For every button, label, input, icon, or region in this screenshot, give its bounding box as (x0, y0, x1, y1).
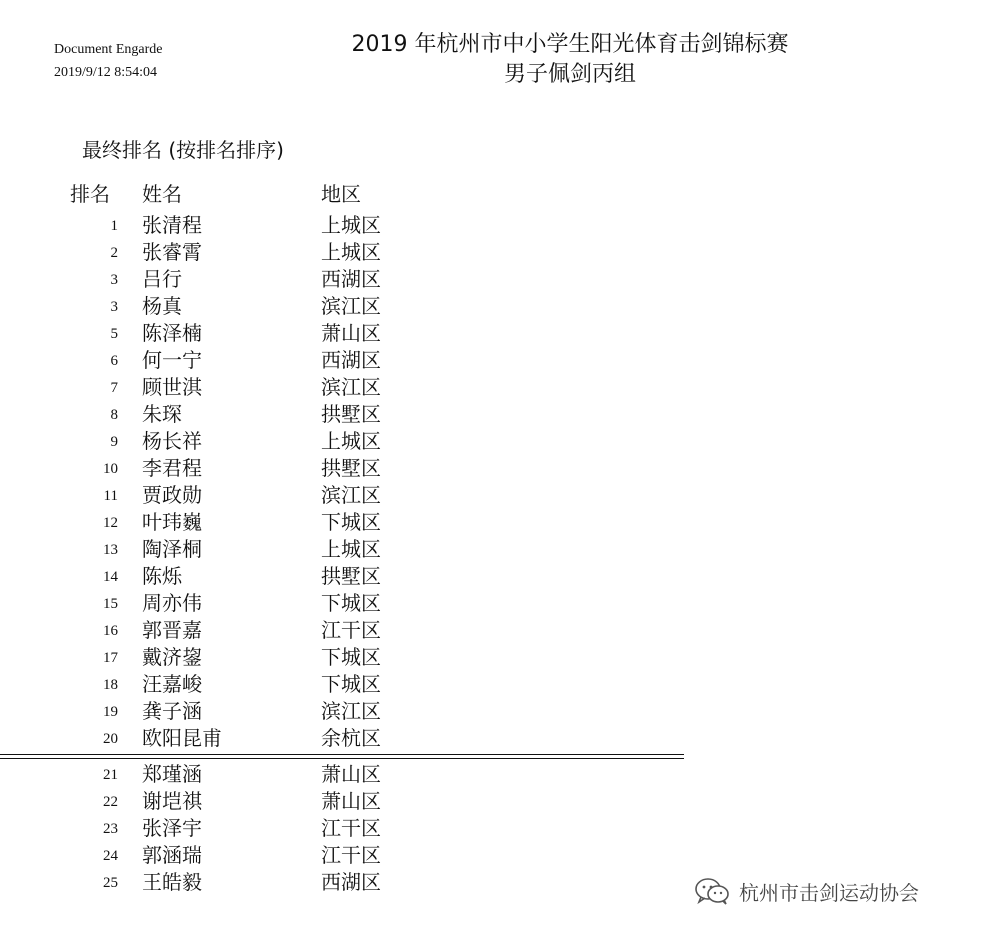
region-cell: 下城区 (321, 591, 381, 615)
table-row (0, 698, 700, 725)
region-cell: 滨江区 (321, 375, 381, 399)
name-cell: 顾世淇 (142, 375, 202, 399)
region-cell: 上城区 (321, 213, 381, 237)
region-cell: 下城区 (321, 645, 381, 669)
table-row (0, 761, 700, 788)
region-cell: 江干区 (321, 843, 381, 867)
name-cell: 周亦伟 (142, 591, 202, 615)
table-row (0, 617, 700, 644)
ranking-group-top (0, 212, 700, 752)
name-cell: 张睿霄 (142, 240, 202, 264)
name-cell: 贾政勋 (142, 483, 202, 507)
region-cell: 上城区 (321, 537, 381, 561)
rank-cell: 10 (103, 461, 118, 477)
region-cell: 上城区 (321, 240, 381, 264)
region-cell: 下城区 (321, 510, 381, 534)
divider-line-bottom (0, 758, 684, 759)
rank-cell: 5 (110, 326, 118, 342)
region-cell: 拱墅区 (321, 456, 381, 480)
ranking-table (0, 212, 700, 896)
document-title (300, 30, 840, 90)
table-row (0, 320, 700, 347)
rank-cell: 13 (103, 542, 118, 558)
region-cell: 余杭区 (321, 726, 381, 750)
region-cell: 西湖区 (321, 267, 381, 291)
watermark-text: 杭州市击剑运动协会 (739, 880, 919, 905)
name-cell: 欧阳昆甫 (142, 726, 222, 750)
rank-cell: 17 (103, 650, 118, 666)
rank-cell: 1 (110, 218, 118, 234)
rank-cell: 9 (110, 434, 118, 450)
region-cell: 拱墅区 (321, 564, 381, 588)
rank-cell: 15 (103, 596, 118, 612)
table-row (0, 815, 700, 842)
region-cell: 西湖区 (321, 348, 381, 372)
table-row (0, 509, 700, 536)
doc-timestamp: 2019/9/12 8:54:04 (54, 65, 158, 80)
table-row (0, 293, 700, 320)
rank-cell: 3 (110, 299, 118, 315)
region-cell: 滨江区 (321, 699, 381, 723)
region-cell: 西湖区 (321, 870, 381, 894)
rank-cell: 24 (103, 848, 118, 864)
region-cell: 萧山区 (321, 762, 381, 786)
rank-cell: 7 (110, 380, 118, 396)
table-row (0, 842, 700, 869)
rank-cell: 19 (103, 704, 118, 720)
watermark (693, 876, 919, 906)
table-row (0, 347, 700, 374)
column-header-region: 地区 (321, 182, 361, 206)
name-cell: 何一宁 (142, 348, 202, 372)
column-header-name: 姓名 (142, 182, 182, 206)
rank-cell: 6 (110, 353, 118, 369)
name-cell: 陈泽楠 (142, 321, 202, 345)
title-line-1: 2019 年杭州市中小学生阳光体育击剑锦标赛 (351, 32, 789, 57)
rank-cell: 21 (103, 767, 118, 783)
table-row (0, 401, 700, 428)
table-row (0, 644, 700, 671)
divider-line-top (0, 754, 684, 755)
name-cell: 陶泽桐 (142, 537, 202, 561)
table-row (0, 671, 700, 698)
double-divider (0, 752, 700, 761)
table-row (0, 239, 700, 266)
table-row (0, 212, 700, 239)
name-cell: 龚子涵 (142, 699, 202, 723)
name-cell: 王皓毅 (142, 870, 202, 894)
document-meta (54, 38, 162, 84)
name-cell: 张清程 (142, 213, 202, 237)
table-row (0, 788, 700, 815)
rank-cell: 14 (103, 569, 118, 585)
region-cell: 上城区 (321, 429, 381, 453)
section-title: 最终排名 (按排名排序) (82, 138, 284, 162)
region-cell: 滨江区 (321, 294, 381, 318)
table-row (0, 266, 700, 293)
doc-label: Document Engarde (54, 42, 163, 57)
name-cell: 汪嘉峻 (142, 672, 202, 696)
rank-cell: 12 (103, 515, 118, 531)
region-cell: 拱墅区 (321, 402, 381, 426)
region-cell: 滨江区 (321, 483, 381, 507)
rank-cell: 20 (103, 731, 118, 747)
column-header-rank: 排名 (70, 182, 110, 206)
title-line-2: 男子佩剑丙组 (503, 62, 636, 87)
table-row (0, 455, 700, 482)
name-cell: 戴济鋆 (142, 645, 202, 669)
table-row (0, 869, 700, 896)
name-cell: 吕行 (142, 267, 182, 291)
region-cell: 萧山区 (321, 321, 381, 345)
table-row (0, 482, 700, 509)
rank-cell: 3 (110, 272, 118, 288)
name-cell: 张泽宇 (142, 816, 202, 840)
name-cell: 朱琛 (142, 402, 182, 426)
rank-cell: 25 (103, 875, 118, 891)
table-row (0, 590, 700, 617)
ranking-group-bottom (0, 761, 700, 896)
region-cell: 下城区 (321, 672, 381, 696)
name-cell: 杨长祥 (142, 429, 202, 453)
table-row (0, 428, 700, 455)
name-cell: 李君程 (142, 456, 202, 480)
name-cell: 叶玮巍 (142, 510, 202, 534)
rank-cell: 23 (103, 821, 118, 837)
region-cell: 萧山区 (321, 789, 381, 813)
name-cell: 郭涵瑞 (142, 843, 202, 867)
rank-cell: 18 (103, 677, 118, 693)
name-cell: 杨真 (142, 294, 182, 318)
table-row (0, 563, 700, 590)
rank-cell: 11 (103, 488, 118, 504)
table-row (0, 374, 700, 401)
table-row (0, 725, 700, 752)
name-cell: 郑瑾涵 (142, 762, 202, 786)
rank-cell: 22 (103, 794, 118, 810)
region-cell: 江干区 (321, 618, 381, 642)
name-cell: 谢垲祺 (142, 789, 202, 813)
name-cell: 郭晋嘉 (142, 618, 202, 642)
rank-cell: 8 (110, 407, 118, 423)
rank-cell: 2 (110, 245, 118, 261)
region-cell: 江干区 (321, 816, 381, 840)
rank-cell: 16 (103, 623, 118, 639)
table-row (0, 536, 700, 563)
wechat-icon (693, 876, 731, 906)
name-cell: 陈烁 (142, 564, 182, 588)
